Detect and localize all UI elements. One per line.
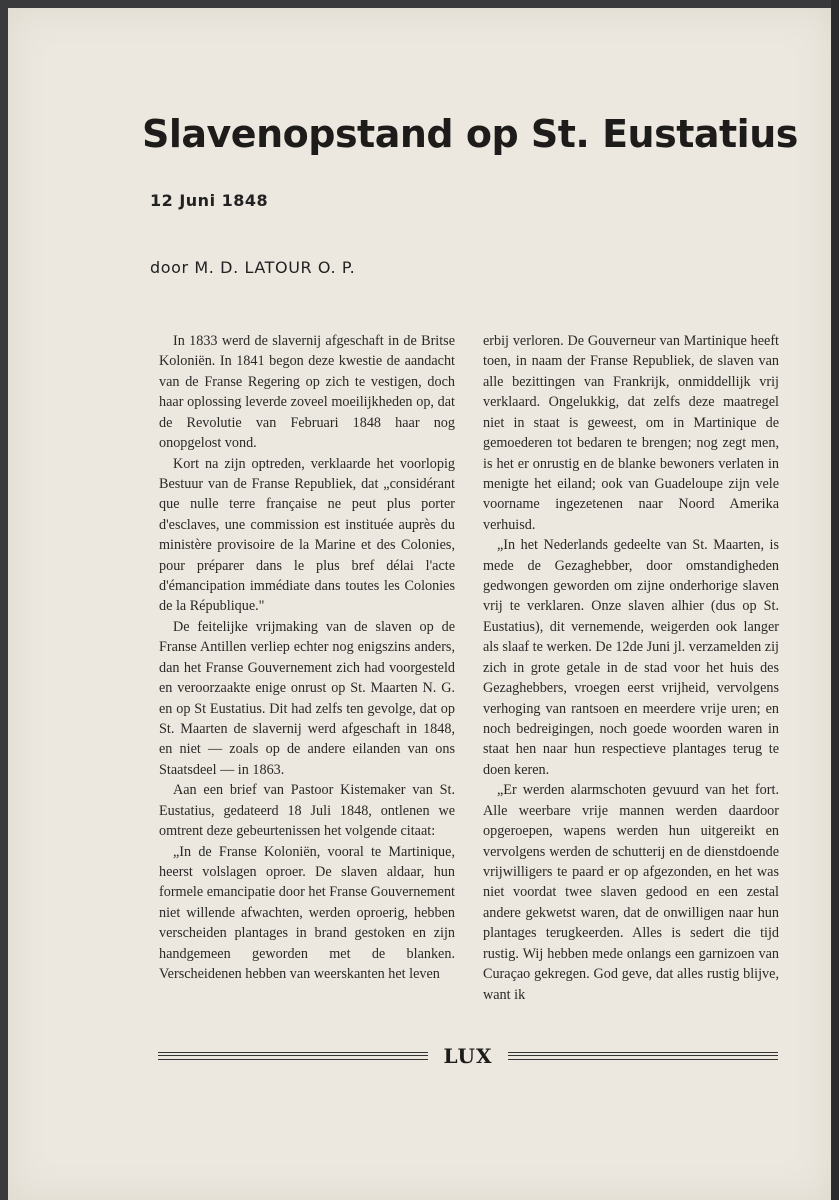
footer-rule-right bbox=[508, 1052, 778, 1060]
article-date: 12 Juni 1848 bbox=[150, 191, 269, 210]
article-title: Slavenopstand op St. Eustatius bbox=[142, 112, 798, 156]
text-column-left bbox=[159, 331, 455, 985]
footer-rule-left bbox=[158, 1052, 428, 1060]
scan-edge bbox=[831, 0, 839, 1200]
article-byline: door M. D. LATOUR O. P. bbox=[150, 258, 356, 277]
paragraph: Kort na zijn optreden, verklaarde het voorlopig Bestuur van de Franse Republiek, dat „considérant que nulle terre française ne peut plus porter d'esclaves, une commission est instituée auprès du ministère provisoire de la Marine et des Colonies, pour préparer dans le plus bref délai l'acte d'émancipation immédiate dans toutes les Colonies de la République." bbox=[159, 455, 455, 615]
paragraph: In 1833 werd de slavernij afgeschaft in de Britse Koloniën. In 1841 begon deze kwestie de aandacht van de Franse Regering op zich te vestigen, doch haar oplossing leverde zoveel moeilijkheden op, dat de Revolutie van Februari 1848 haar nog onopgelost vond. bbox=[159, 333, 455, 452]
paragraph: erbij verloren. De Gouverneur van Martinique heeft toen, in naam der Franse Republiek, de slaven van alle bezittingen van Frankrijk, onmiddellijk vrij verklaard. Ongelukkig, dat zelfs deze maatregel niet in staat is geweest, om in Martinique de gemoederen tot bedaren te brengen; nog zegt men, is het er onrustig en de blanke bewoners verlaten in menigte het eiland; ook van Guadeloupe zijn vele voorname ingezetenen naar Noord Amerika verhuisd. bbox=[483, 333, 779, 533]
paragraph: De feitelijke vrijmaking van de slaven op de Franse Antillen verliep echter nog enigszins anders, dan het Franse Gouvernement zich had voorgesteld en veroorzaakte enige onrust op St. Maarten N. G. en op St Eustatius. Dit had zelfs ten gevolge, dat op St. Maarten de slavernij werd afgeschaft in 1848, en niet — zoals op de andere eilanden van ons Staatsdeel — in 1863. bbox=[159, 618, 455, 778]
paragraph: „In de Franse Koloniën, vooral te Martinique, heerst volslagen oproer. De slaven aldaar, hun formele emancipatie door het Franse Gouvernement niet willende afwachten, werden oproerig, hebben verscheiden plantages in brand gestoken en zijn handgemeen geworden met de blanken. Verscheidenen hebben van weerskanten het leven bbox=[159, 843, 455, 983]
paragraph: „Er werden alarmschoten gevuurd van het fort. Alle weerbare vrije mannen werden daardoor opgeroepen, wapens werden hun uitgereikt en vervolgens werden de schutterij en de dienstdoende vrijwilligers te paard er op afgezonden, en het was niet voordat twee slaven gedood en een zestal andere gekwetst waren, dat de onwilligen naar hun plantages terugkeerden. Alles is sedert die tijd rustig. Wij hebben mede onlangs een garnizoen van Curaçao gekregen. God geve, dat alles rustig blijve, want ik bbox=[483, 782, 779, 1003]
magazine-logo: LUX bbox=[443, 1044, 493, 1068]
page-footer bbox=[158, 1044, 778, 1068]
paragraph: „In het Nederlands gedeelte van St. Maarten, is mede de Gezaghebber, door omstandigheden gedwongen geworden om zijne onderhorige slaven vrij te verklaren. Onze slaven alhier (dus op St. Eustatius), dit vernemende, weigerden ook langer als slaaf te werken. De 12de Juni jl. verzamelden zij zich in grote getale in de stad voor het huis des Gezaghebbers, vroegen eerst vrijheid, vervolgens verhoging van rantsoen en meerdere vrije uren; en noch bedreigingen, noch goede woorden waren in staat hen naar hun respectieve plantages terug te doen keren. bbox=[483, 537, 779, 778]
paragraph: Aan een brief van Pastoor Kistemaker van St. Eustatius, gedateerd 18 Juli 1848, ontlenen we omtrent deze gebeurtenissen het volgende citaat: bbox=[159, 782, 455, 840]
text-column-right bbox=[483, 331, 779, 1005]
